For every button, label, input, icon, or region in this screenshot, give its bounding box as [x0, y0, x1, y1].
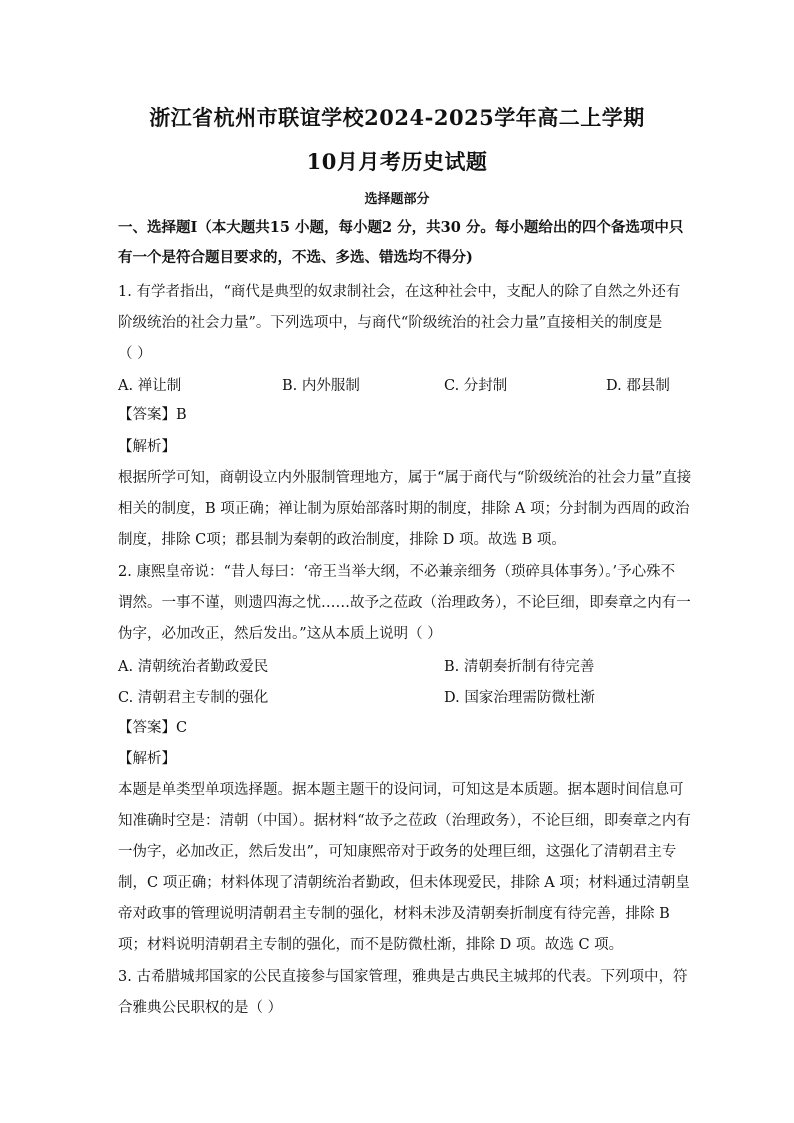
q1-stem-line1: 1. 有学者指出，“商代是典型的奴隶制社会，在这种社会中，支配人的除了自然之外还有 [118, 284, 681, 300]
q2-analysis-line5: 帝对政事的管理说明清朝君主专制的强化，材料未涉及清朝奏折制度有待完善，排除 B [118, 906, 670, 922]
section-instructions-line1: 一、选择题Ⅰ（本大题共15 小题，每小题2 分，共30 分。每小题给出的四个备选项中只 [118, 219, 684, 236]
q1-analysis-line3: 制度，排除 C项；郡县制为秦朝的政治制度，排除 D 项。故选 B 项。 [118, 532, 566, 548]
q1-option-b: B. 内外服制 [282, 378, 360, 394]
q1-analysis-line1: 根据所学可知，商朝设立内外服制管理地方，属于“属于商代与“阶级统治的社会力量”直接 [118, 470, 692, 486]
doc-title-line2: 10月月考历史试题 [306, 149, 488, 174]
q2-option-c: C. 清朝君主专制的强化 [118, 690, 269, 706]
q2-analysis-line6: 项；材料说明清朝君主专制的强化，而不是防微杜渐，排除 D 项。故选 C 项。 [118, 937, 624, 953]
q3-stem-line1: 3. 古希腊城邦国家的公民直接参与国家管理，雅典是古典民主城邦的代表。下列项中，符 [118, 969, 688, 985]
q2-analysis-line4: 制，C 项正确；材料体现了清朝统治者勤政，但未体现爱民，排除 A 项；材料通过清朝皇 [118, 875, 690, 891]
q2-analysis-label: 【解析】 [118, 751, 176, 767]
q1-answer: 【答案】B [118, 407, 187, 423]
q2-analysis-line1: 本题是单类型单项选择题。据本题主题干的设问词，可知这是本质题。据本题时间信息可 [118, 782, 684, 798]
q2-stem-line1: 2. 康熙皇帝说：“昔人每曰：‘帝王当举大纲，不必兼亲细务（琐碎具体事务）。’予心殊不 [118, 564, 676, 580]
q1-analysis-label: 【解析】 [118, 439, 176, 455]
q2-answer: 【答案】C [118, 720, 188, 736]
doc-title-line1: 浙江省杭州市联谊学校2024-2025学年高二上学期 [149, 105, 645, 130]
q2-option-b: B. 清朝奏折制有待完善 [444, 659, 595, 675]
q2-stem-line3: 伪字，必加改正，然后发出。”这从本质上说明（ ） [118, 626, 442, 642]
section-subtitle: 选择题部分 [364, 192, 430, 207]
q2-analysis-line2: 知准确时空是：清朝（中国）。据材料“故予之莅政（治理政务），不论巨细，即奏章之内有 [118, 813, 691, 829]
section-instructions-line2: 有一个是符合题目要求的，不选、多选、错选均不得分) [118, 249, 473, 266]
q2-option-d: D. 国家治理需防微杜渐 [444, 690, 595, 706]
q1-option-c: C. 分封制 [444, 378, 508, 394]
q1-stem-line2: 阶级统治的社会力量”。下列选项中，与商代“阶级统治的社会力量”直接相关的制度是 [118, 315, 663, 331]
q2-analysis-line3: 一伪字，必加改正，然后发出”，可知康熙帝对于政务的处理巨细，这强化了清朝君主专 [118, 844, 677, 860]
q1-option-a: A. 禅让制 [118, 378, 182, 394]
q1-stem-line3: （ ） [118, 346, 152, 362]
q1-analysis-line2: 相关的制度，B 项正确；禅让制为原始部落时期的制度，排除 A 项；分封制为西周的政治 [118, 501, 690, 517]
q2-stem-line2: 谓然。一事不谨，则遗四海之忧……故予之莅政（治理政务），不论巨细，即奏章之内有一 [118, 595, 691, 611]
q3-stem-line2: 合雅典公民职权的是（ ） [118, 1000, 283, 1016]
q2-option-a: A. 清朝统治者勤政爱民 [118, 659, 269, 675]
q1-option-d: D. 郡县制 [606, 378, 670, 394]
